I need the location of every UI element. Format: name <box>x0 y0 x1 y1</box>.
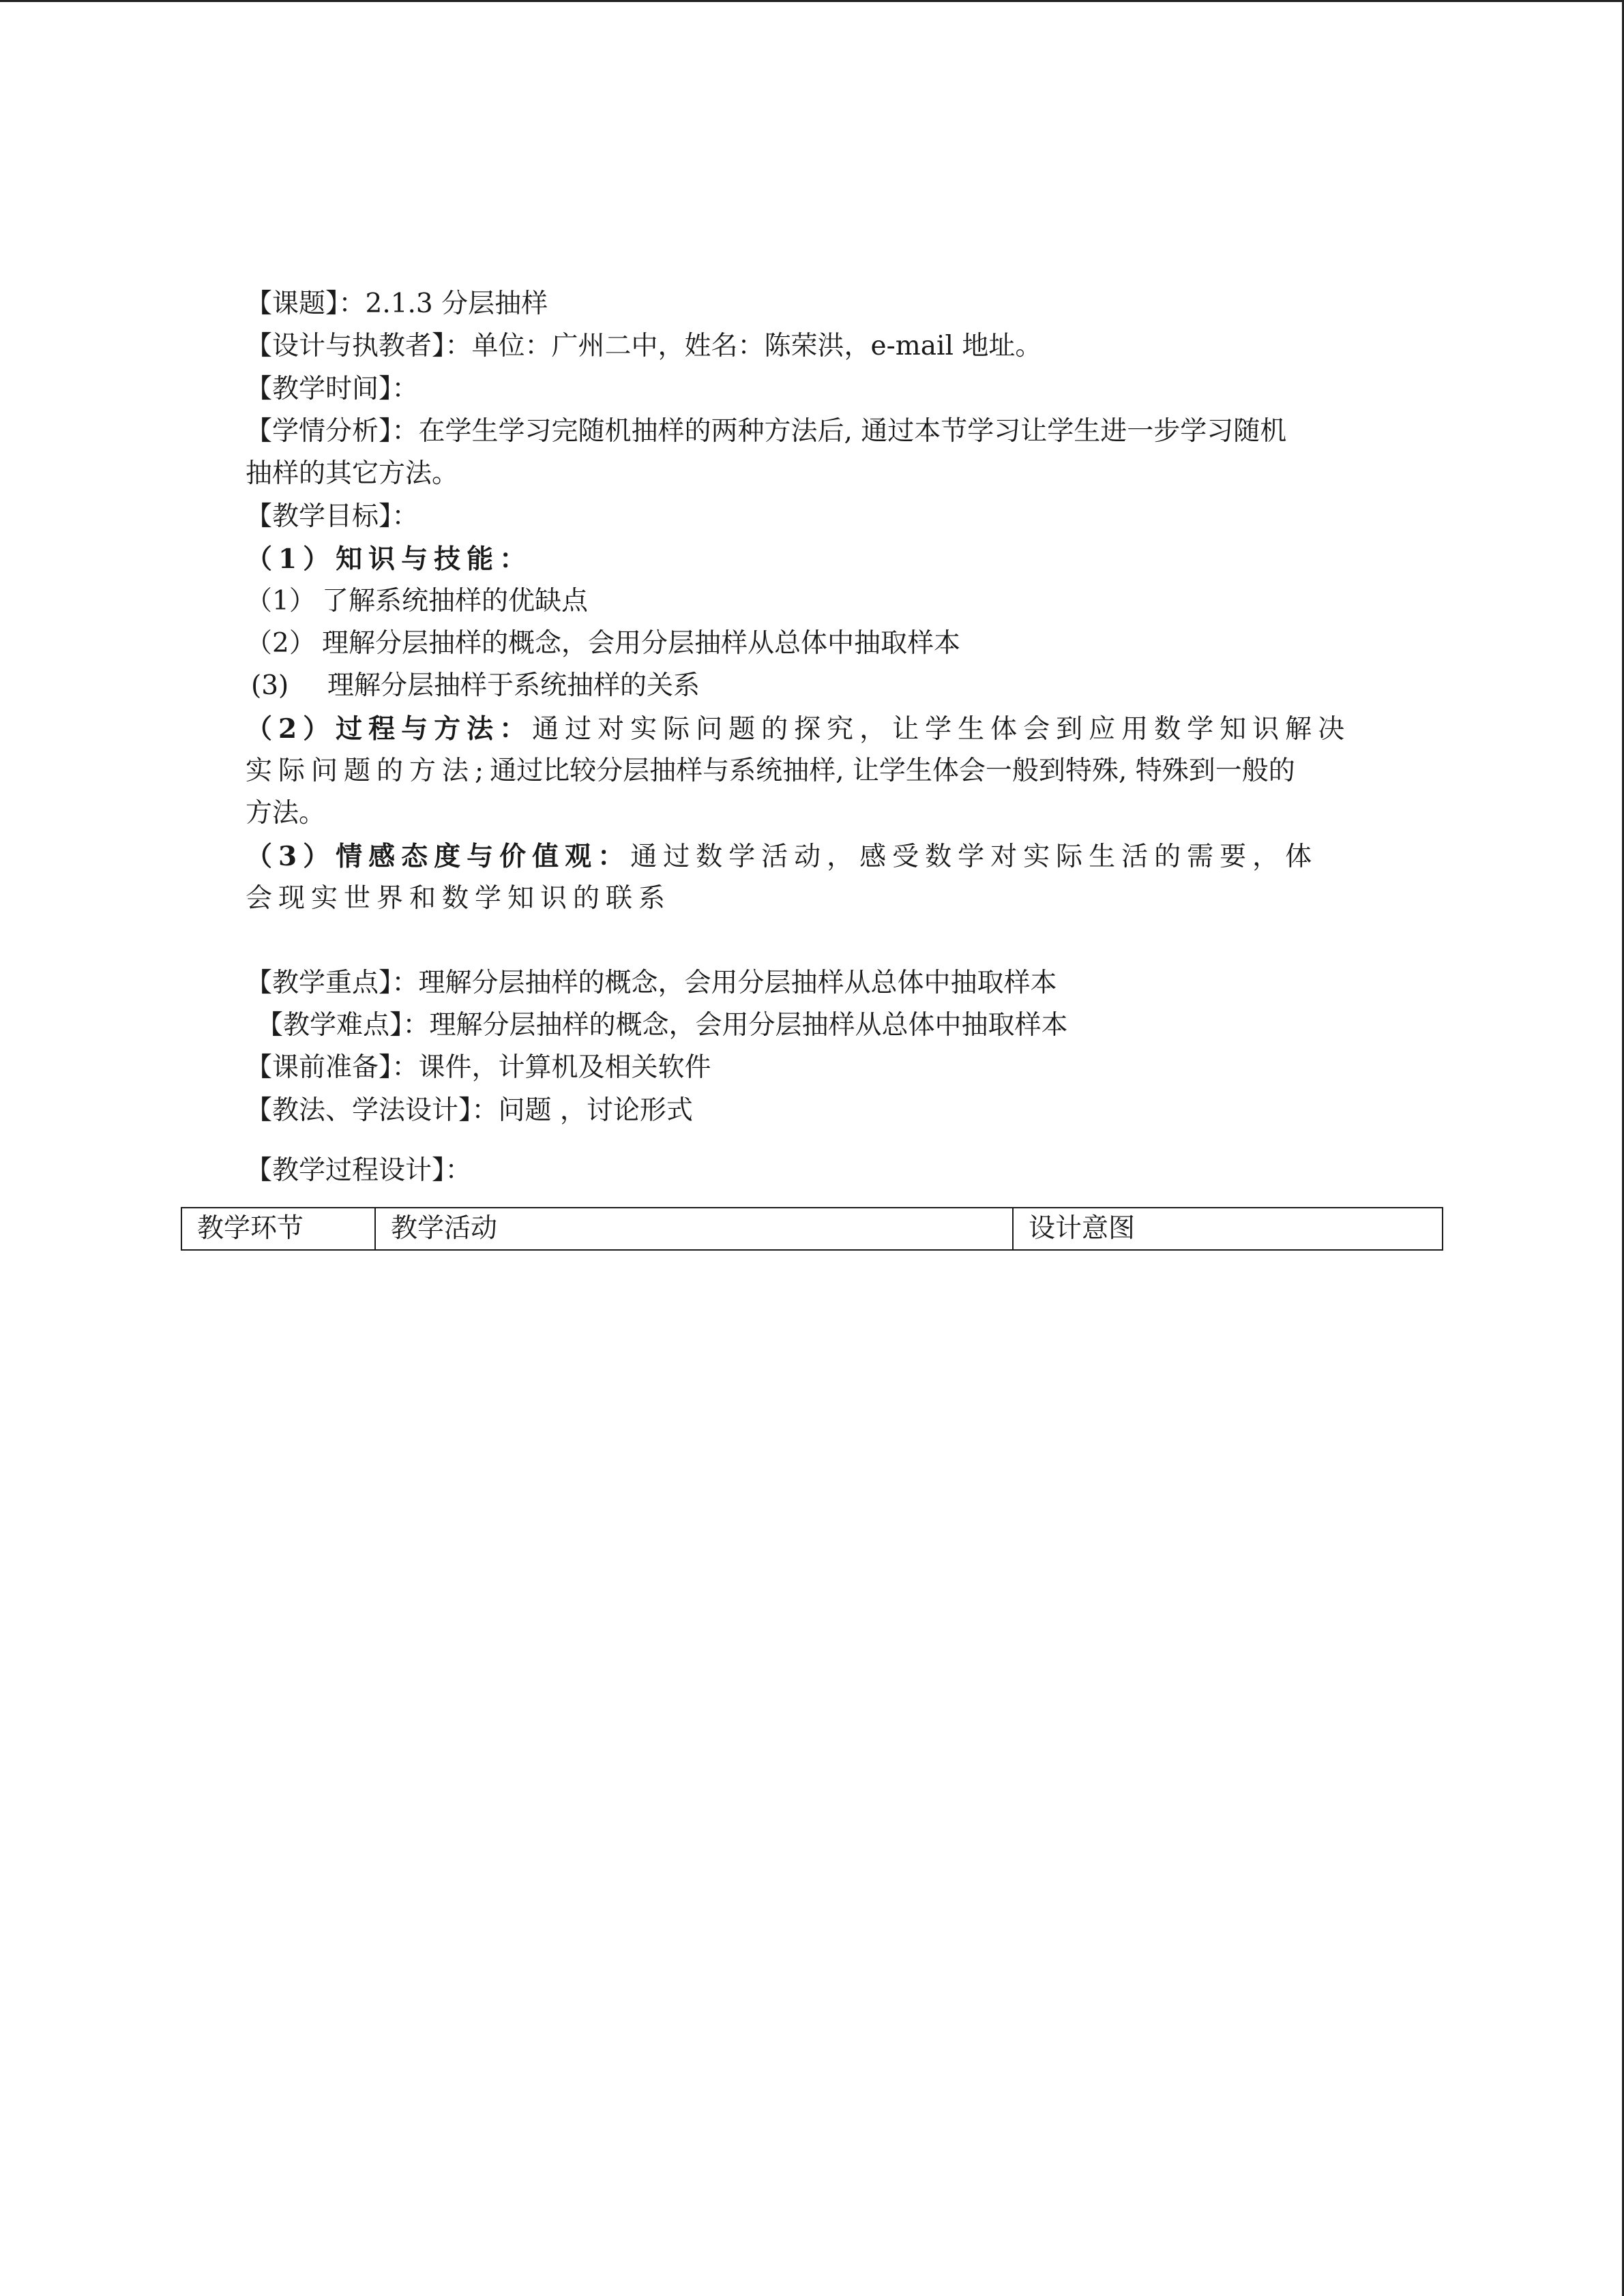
method-line: 【教法、学法设计】：问题 ，讨论形式 <box>246 1095 693 1126</box>
process-text-1: 通过对实际问题的探究，让学生体会到应用数学知识解决 <box>532 714 1351 745</box>
process-design-heading: 【教学过程设计】： <box>246 1155 472 1186</box>
preparation-line: 【课前准备】：课件，计算机及相关软件 <box>246 1052 711 1083</box>
knowledge-item-1-number: （1） <box>246 586 316 616</box>
analysis-line-1: 【学情分析】：在学生学习完随机抽样的两种方法后, 通过本节学习让学生进一步学习随机 <box>246 416 1287 447</box>
difficulty-line: 【教学难点】：理解分层抽样的概念，会用分层抽样从总体中抽取样本 <box>256 1010 1068 1041</box>
teaching-time-line: 【教学时间】： <box>246 374 419 404</box>
teaching-process-table <box>181 1207 1443 1251</box>
table-header-intent: 设计意图 <box>1029 1213 1136 1244</box>
analysis-line-2: 抽样的其它方法。 <box>246 458 459 489</box>
page-border-top <box>0 0 1624 2</box>
knowledge-item-2 <box>246 623 960 665</box>
process-heading: （2）过程与方法： <box>246 713 533 745</box>
knowledge-item-2-text: 理解分层抽样的概念，会用分层抽样从总体中抽取样本 <box>322 628 961 659</box>
emotion-text-1: 通过数学活动，感受数学对实际生活的需要，体 <box>630 841 1318 872</box>
table-header-stage: 教学环节 <box>182 1208 376 1249</box>
knowledge-item-2-number: （2） <box>246 628 316 659</box>
knowledge-item-1 <box>246 580 588 623</box>
emotion-line-2: 会现实世界和数学知识的联系 <box>246 883 672 914</box>
process-line-3: 方法。 <box>246 798 326 829</box>
process-line-1 <box>246 708 1350 751</box>
designer-line: 【设计与执教者】：单位：广州二中，姓名：陈荣洪，e-mail 地址。 <box>246 331 1042 361</box>
topic-line: 【课题】：2.1.3 分层抽样 <box>246 288 548 319</box>
emotion-line-1 <box>246 835 1318 878</box>
knowledge-item-1-text: 了解系统抽样的优缺点 <box>322 586 589 616</box>
goals-heading: 【教学目标】： <box>246 501 419 532</box>
knowledge-item-3-text: 理解分层抽样于系统抽样的关系 <box>327 670 700 701</box>
knowledge-item-3 <box>246 665 700 707</box>
table-header-activity: 教学活动 <box>376 1208 1014 1249</box>
process-line-2 <box>246 750 1295 792</box>
process-text-2b: 通过比较分层抽样与系统抽样, 让学生体会一般到特殊, 特殊到一般的 <box>490 756 1295 786</box>
process-text-2a: 实际问题的方法; <box>246 756 490 786</box>
knowledge-heading: （1）知识与技能： <box>246 543 533 575</box>
knowledge-item-3-number: (3) <box>251 670 289 701</box>
key-point-line: 【教学重点】：理解分层抽样的概念，会用分层抽样从总体中抽取样本 <box>246 968 1057 998</box>
emotion-heading: （3）情感态度与价值观： <box>246 841 631 872</box>
